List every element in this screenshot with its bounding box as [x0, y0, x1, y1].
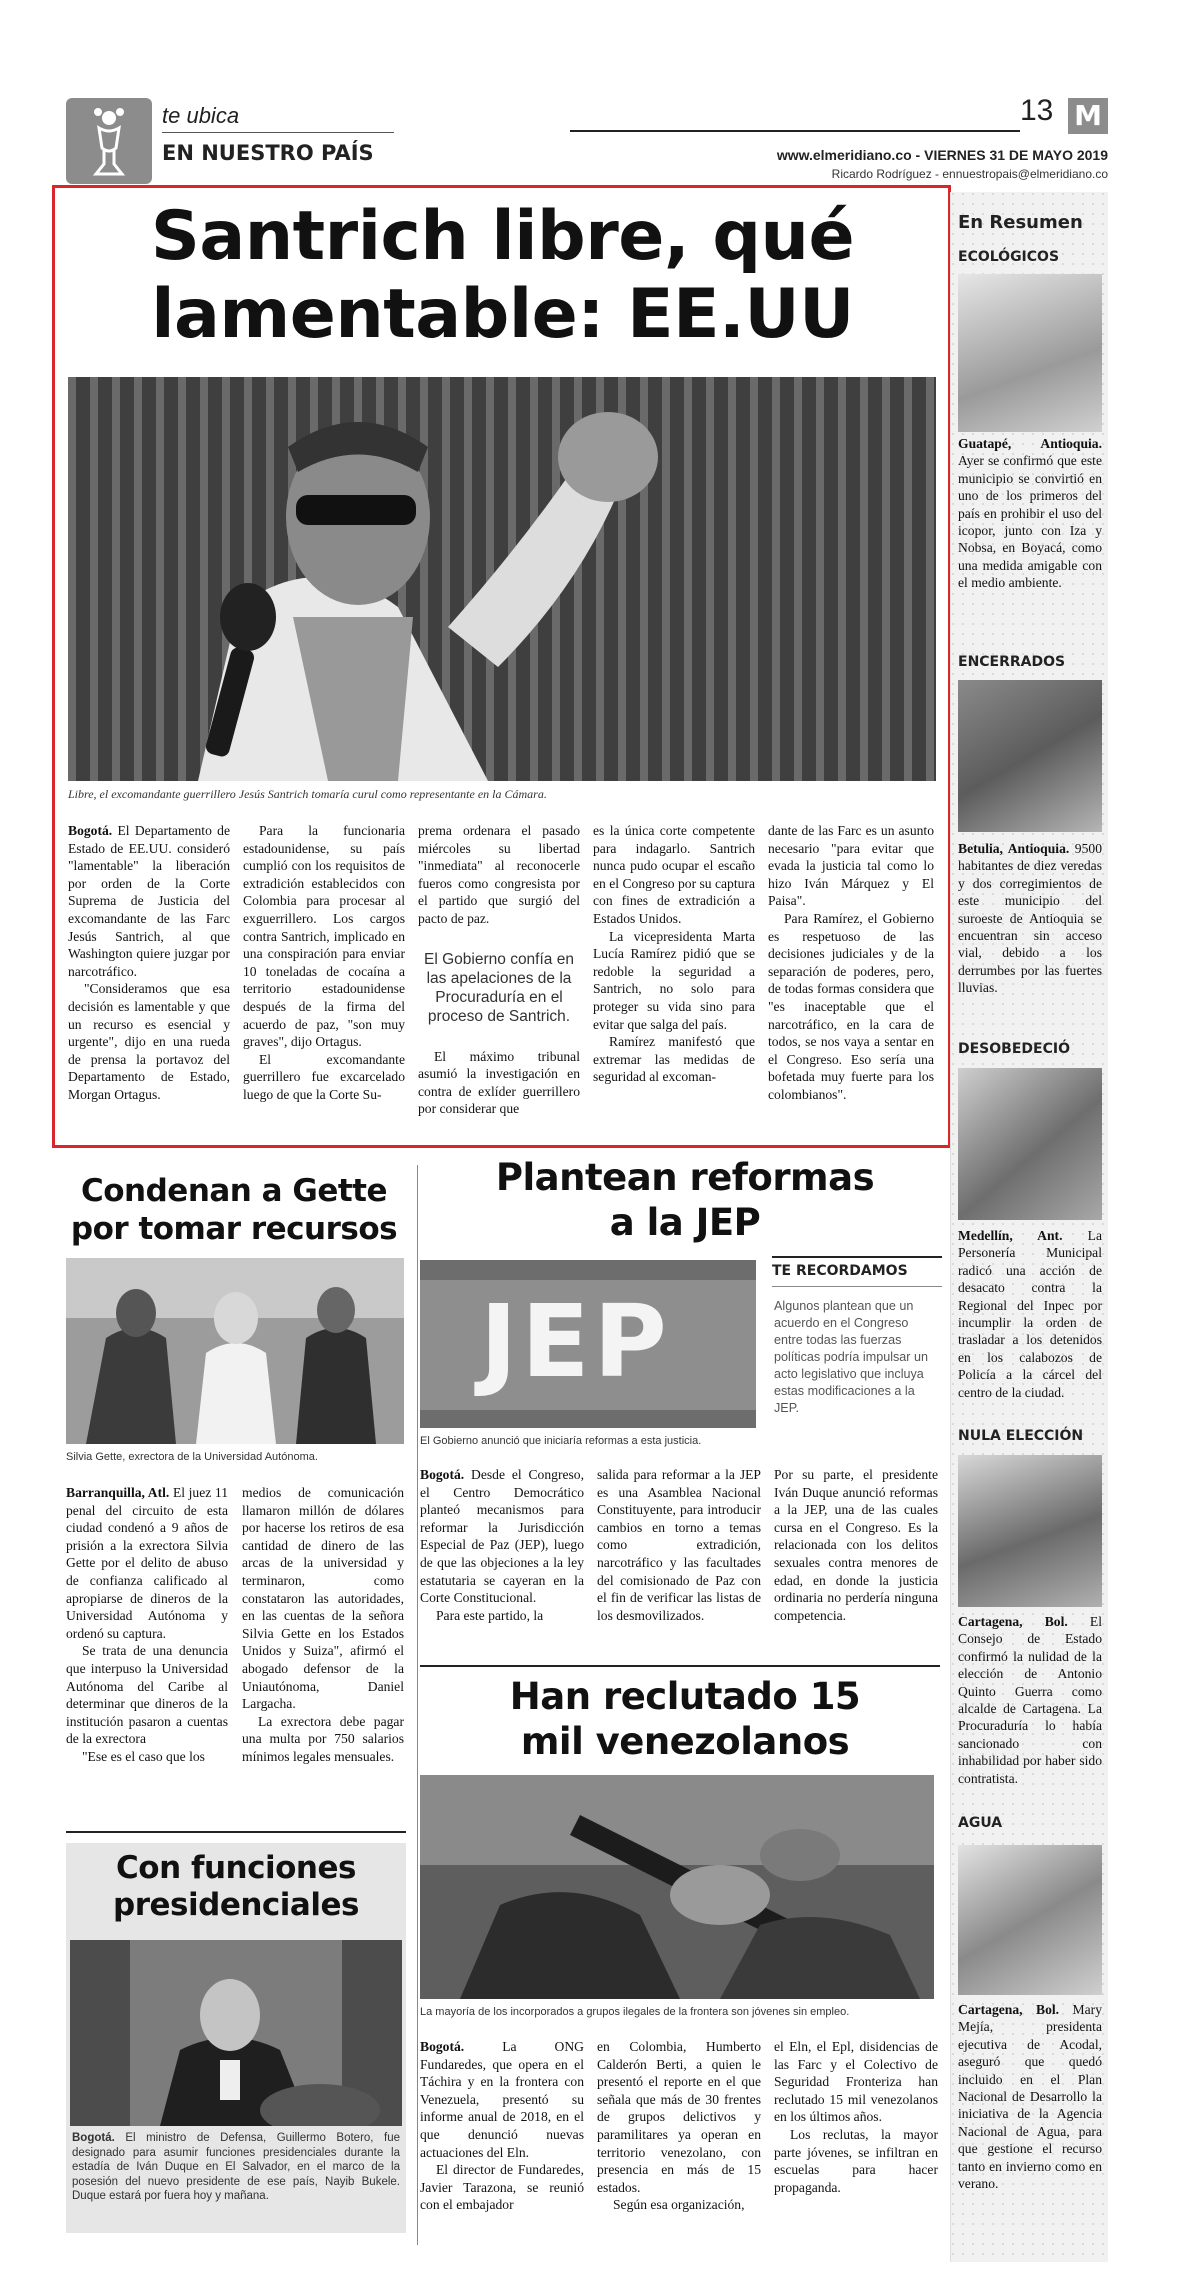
sidebar-photo-desobedecio: [958, 1068, 1102, 1220]
sidebar-place-nula-eleccion: Cartagena, Bol.: [958, 1614, 1068, 1629]
trophy-icon: [66, 98, 152, 184]
main-col-4: [593, 822, 755, 1086]
main-col2-p1: Para la funcionaria estadounidense, su país cumplió con los requisitos de extradición establecidos con Colombia para procesar al exguerrillero. Los cargos contra Santrich, implicado en una conspiración para enviar 10 toneladas de cocaína a territorio estadounidense después de la firma del acuerdo de paz, "son muy graves", dijo Ortagus.: [243, 823, 405, 1050]
venez-headline-line2: mil venezolanos: [520, 1720, 850, 1763]
jep-headline: [430, 1155, 940, 1245]
main-col4-p3: Ramírez manifestó que extremar las medidas de seguridad al excoman-: [593, 1034, 755, 1085]
sidebar-text-ecologicos: [958, 435, 1102, 592]
jep-caption: El Gobierno anunció que iniciaría reformas a esta justicia.: [420, 1435, 702, 1447]
jep-sign: JEP: [480, 1283, 671, 1400]
sidebar-body-desobedecio: La Personería Municipal radicó una acción de desacato contra la Regional del Inpec por incumplir la orden de trasladar a los detenidos en los calabozos de Policía a la cárcel del centro de la ciudad.: [958, 1228, 1102, 1400]
jep-col-3: [774, 1466, 938, 1624]
page-credits: Ricardo Rodríguez - ennuestropais@elmeridiano.co: [831, 167, 1108, 181]
sidebar-place-agua: Cartagena, Bol.: [958, 2002, 1060, 2017]
section-title: EN NUESTRO PAÍS: [162, 141, 374, 165]
venez-headline-line1: Han reclutado 15: [509, 1675, 861, 1718]
gette-headline-line2: por tomar recursos: [70, 1211, 398, 1247]
jep-headline-line2: a la JEP: [609, 1201, 761, 1244]
venez-photo: [420, 1775, 934, 1999]
sidebar-label-nula-eleccion: NULA ELECCIÓN: [958, 1428, 1084, 1444]
sidebar-body-agua: Mary Mejía, presidenta ejecutiva de Acodal, aseguró que quedó incluido en el Plan Nacional de Desarrollo la iniciativa de la Agencia Nacional de Agua, para que gestione el recurso tanto en invierno como en verano.: [958, 2002, 1102, 2192]
venez-col2-p1: en Colombia, Humberto Calderón Berti, a quien le presentó el reporte en el que señala que más de 30 frentes de grupos delictivos y paramilitares ya operan en territorio venezolano, con presencia en más de 15 estados.: [597, 2039, 761, 2195]
main-col5-p1: dante de las Farc es un asunto necesario "para evitar que evada la justicia tal como lo hizo Iván Márquez y El Paisa".: [768, 823, 934, 909]
main-col4-p1: es la única corte competente para indagarlo. Santrich nunca pudo ocupar el escaño en el Congreso por su captura con fines de extradición a Estados Unidos.: [593, 823, 755, 926]
venez-col-3: [774, 2038, 938, 2196]
main-col-3: [418, 822, 580, 1118]
main-col5-p2: Para Ramírez, el Gobierno es respetuoso de las decisiones judiciales y de la separación de poderes, pero, de todas formas considera que "es inaceptable que el narcotráfico, en la cara de todos, se nos vaya a sentar en el Congreso. Eso sería una bofetada muy fuerte para los colombianos".: [768, 910, 934, 1102]
sidebar-body-encerrados: 9500 habitantes de diez veredas y dos corregimientos de este municipio del suroeste de Antioquia se encuentran sin acceso vial, debido a los derrumbes por las fuertes lluvias.: [958, 841, 1102, 996]
sidebar-photo-nula-eleccion: [958, 1455, 1102, 1607]
sidebar-body-nula-eleccion: El Consejo de Estado confirmó la nulidad de la elección de Antonio Quinto Guerra como alcalde de Cartagena. La Procuraduría lo había sancionado con inhabilidad por haber sido contratista.: [958, 1614, 1103, 1786]
kicker-rule: [162, 132, 394, 133]
venez-photo-illustration: [420, 1775, 934, 1999]
main-pullquote: El Gobierno confía en las apelaciones de la Procuraduría en el proceso de Santrich.: [424, 950, 574, 1025]
sidebar-title: En Resumen: [958, 212, 1083, 233]
jep-headline-line1: Plantean reformas: [495, 1156, 875, 1199]
sidebar-place-encerrados: Betulia, Antioquia.: [958, 841, 1070, 856]
venez-col3-p2: Los reclutas, la mayor parte jóvenes, se infiltran en escuelas para hacer propaganda.: [774, 2126, 938, 2195]
gette-photo-illustration: [66, 1258, 404, 1444]
main-dateline-place: Bogotá.: [68, 823, 113, 838]
venez-dateline-place: Bogotá.: [420, 2039, 465, 2054]
main-photo: [68, 377, 936, 781]
logo-letter: M: [1074, 99, 1102, 132]
jep-box-title: TE RECORDAMOS: [772, 1263, 908, 1279]
main-photo-caption: Libre, el excomandante guerrillero Jesús Santrich tomaría curul como representante en la Cámara.: [68, 787, 547, 801]
sidebar-place-desobedecio: Medellín, Ant.: [958, 1228, 1063, 1243]
main-col3-p2: El máximo tribunal asumió la investigación en contra de exlíder guerrillero por considerar que: [418, 1048, 580, 1117]
venez-col-2: [597, 2038, 761, 2214]
column-divider-left: [417, 1165, 418, 2245]
jep-box-rule-mid: [772, 1286, 942, 1287]
gette-photo: [66, 1258, 404, 1444]
venez-col3-p1: el Eln, el Epl, disidencias de las Farc y el Colectivo de Seguridad Fronteriza han reclutado 15 mil venezolanos en los últimos años.: [774, 2039, 938, 2125]
main-headline-line2: lamentable: EE.UU: [151, 275, 854, 354]
gette-col2-p1: medios de comunicación llamaron millón de dólares por hacerse los retiros de esa cantidad de dinero de las arcas de la universidad y terminaron, como constataron las autoridades, en las cuentas de la señora Silvia Gette en los Estados Unidos y Suiza", afirmó el abogado defensor de la Uniautónoma, Daniel Largacha.: [242, 1485, 404, 1712]
functions-caption-place: Bogotá.: [72, 2132, 115, 2144]
venez-caption: La mayoría de los incorporados a grupos ilegales de la frontera son jóvenes sin empleo.: [420, 2006, 850, 2018]
jep-col1-p2: Para este partido, la: [436, 1607, 544, 1623]
functions-headline-line1: Con funciones: [116, 1850, 356, 1886]
jep-box-text: Algunos plantean que un acuerdo en el Congreso entre todas las fuerzas políticas podría impulsar un acto legislativo que incluya estas modificaciones a la JEP.: [774, 1299, 929, 1415]
gette-headline-line1: Condenan a Gette: [80, 1173, 388, 1209]
sidebar-text-encerrados: [958, 840, 1102, 997]
functions-photo: [70, 1940, 402, 2126]
section-kicker: te ubica: [162, 103, 240, 128]
gette-dateline-place: Barranquilla, Atl.: [66, 1485, 170, 1500]
gette-col2-p2: La exrectora debe pagar una multa por 750 salarios mínimos legales mensuales.: [242, 1713, 404, 1764]
main-headline-line1: Santrich libre, qué: [150, 197, 855, 276]
main-headline: [70, 198, 935, 354]
jep-col-1: [420, 1466, 584, 1624]
gette-col1-p1: El juez 11 penal del circuito de esta ciudad condenó a 9 años de prisión a la exrectora Silvia Gette por el delito de abuso de confianza calificado al apropiarse de dineros de la Universidad Autónoma y ordenó su captura.: [66, 1485, 228, 1641]
sidebar-label-desobedecio: DESOBEDECIÓ: [958, 1041, 1070, 1057]
gette-col1-p3: "Ese es el caso que los: [82, 1748, 205, 1764]
functions-photo-illustration: [70, 1940, 402, 2126]
sidebar-label-encerrados: ENCERRADOS: [958, 654, 1066, 670]
newspaper-logo: [1068, 98, 1108, 134]
sidebar-photo-ecologicos: [958, 274, 1102, 432]
venez-col1-p2: El director de Fundaredes, Javier Tarazona, se reunió con el embajador: [420, 2162, 584, 2213]
venez-col2-p2: Según esa organización,: [613, 2197, 745, 2213]
header-rule: [570, 130, 1020, 132]
main-col2-p2: El excomandante guerrillero fue excarcelado luego de que la Corte Su-: [243, 1051, 405, 1102]
venez-headline: [430, 1674, 940, 1764]
gette-col-2: [242, 1484, 404, 1766]
gette-caption: Silvia Gette, exrectora de la Universidad Autónoma.: [66, 1451, 318, 1463]
gette-col-1: [66, 1484, 228, 1766]
sidebar-photo-agua: [958, 1845, 1102, 1995]
functions-caption-text: El ministro de Defensa, Guillermo Botero, fue designado para asumir funciones presidenciales durante la estadía de Iván Duque en El Salvador, en el marco de la posesión del nuevo presidente de ese país, Nayib Bukele. Duque estará por fuera hoy y mañana.: [72, 2132, 400, 2202]
section-badge: [66, 98, 152, 184]
gette-headline: [62, 1172, 406, 1248]
main-col1-p1: El Departamento de Estado de EE.UU. consideró "lamentable" la liberación por orden de la Corte Suprema de Justicia del excomandante de las Farc Jesús Santrich, al que Washington quiere juzgar por narcotráfico.: [68, 823, 230, 979]
jep-dateline-place: Bogotá.: [420, 1467, 465, 1482]
jep-photo: [420, 1260, 756, 1428]
sidebar-text-agua: [958, 2001, 1102, 2192]
sidebar-label-ecologicos: ECOLÓGICOS: [958, 249, 1060, 265]
main-col-2: [243, 822, 405, 1104]
venez-col1-p1: La ONG Fundaredes, que opera en el Táchira y en la frontera con Venezuela, presentó su informe anual de 2018, en el que denunció nuevas actuaciones del Eln.: [420, 2039, 584, 2160]
sidebar-label-agua: AGUA: [958, 1815, 1003, 1831]
main-col-1: [68, 822, 230, 1104]
sidebar-body-ecologicos: Ayer se confirmó que este municipio se convirtió en uno de los primeros del país en prohibir el uso del icopor, junto con Iza y Nobsa, en Boyacá, como una medida amigable con el medio ambiente.: [958, 453, 1102, 591]
sidebar-place-ecologicos: Guatapé, Antioquia.: [958, 436, 1102, 451]
jep-col-2: [597, 1466, 761, 1624]
functions-headline: [66, 1850, 406, 1924]
main-col4-p2: La vicepresidenta Marta Lucía Ramírez pidió que se redoble la seguridad a Santrich, no solo para proteger su vida sino para evitar que salga del país.: [593, 928, 755, 1032]
jep-bottom-rule: [420, 1665, 940, 1667]
main-col3-p1: prema ordenara el pasado miércoles su libertad "inmediata" al reconocerle fueros como congresista por el partido que surgió del pacto de paz.: [418, 823, 580, 926]
functions-caption: [72, 2131, 400, 2204]
jep-col1-p1: Desde el Congreso, el Centro Democrático planteó mecanismos para reformar la Jurisdicción Especial de Paz (JEP), luego de que las objeciones a la ley estatutaria se cayeran en la Corte Constitucional.: [420, 1467, 584, 1606]
gette-col1-p2: Se trata de una denuncia que interpuso la Universidad Autónoma del Caribe al determinar que dineros de la institución pasaron a cuentas de la exrectora: [66, 1643, 228, 1747]
dateline: www.elmeridiano.co - VIERNES 31 DE MAYO 2019: [776, 147, 1108, 163]
jep-box-rule-top: [772, 1256, 942, 1258]
venez-col-1: [420, 2038, 584, 2214]
jep-col3-p1: Por su parte, el presidente Iván Duque anunció reformas a la JEP, una de las cuales cursa en el Congreso. Es la relacionada con los delitos sexuales contra menores de edad, en donde la justicia ordinaria no perdería ninguna competencia.: [774, 1467, 938, 1623]
sidebar-photo-encerrados: [958, 680, 1102, 832]
sidebar-text-nula-eleccion: [958, 1613, 1102, 1787]
main-photo-illustration: [68, 377, 936, 781]
jep-col2-p1: salida para reformar a la JEP es una Asamblea Nacional Constituyente, para introducir cambios en torno a temas como extradición, narcotráfico y las facultades del comisionado de Paz con el fin de verificar las listas de los desmovilizados.: [597, 1467, 761, 1623]
sidebar-text-desobedecio: [958, 1227, 1102, 1401]
page-number: 13: [1020, 94, 1054, 127]
gette-bottom-rule: [66, 1831, 406, 1833]
main-col-5: [768, 822, 934, 1104]
functions-headline-line2: presidenciales: [113, 1887, 359, 1923]
main-col1-p2: "Consideramos que esa decisión es lamentable y que un recurso es esencial y urgente", dijo en una rueda de prensa la portavoz del Departamento de Estado, Morgan Ortagus.: [68, 981, 230, 1102]
